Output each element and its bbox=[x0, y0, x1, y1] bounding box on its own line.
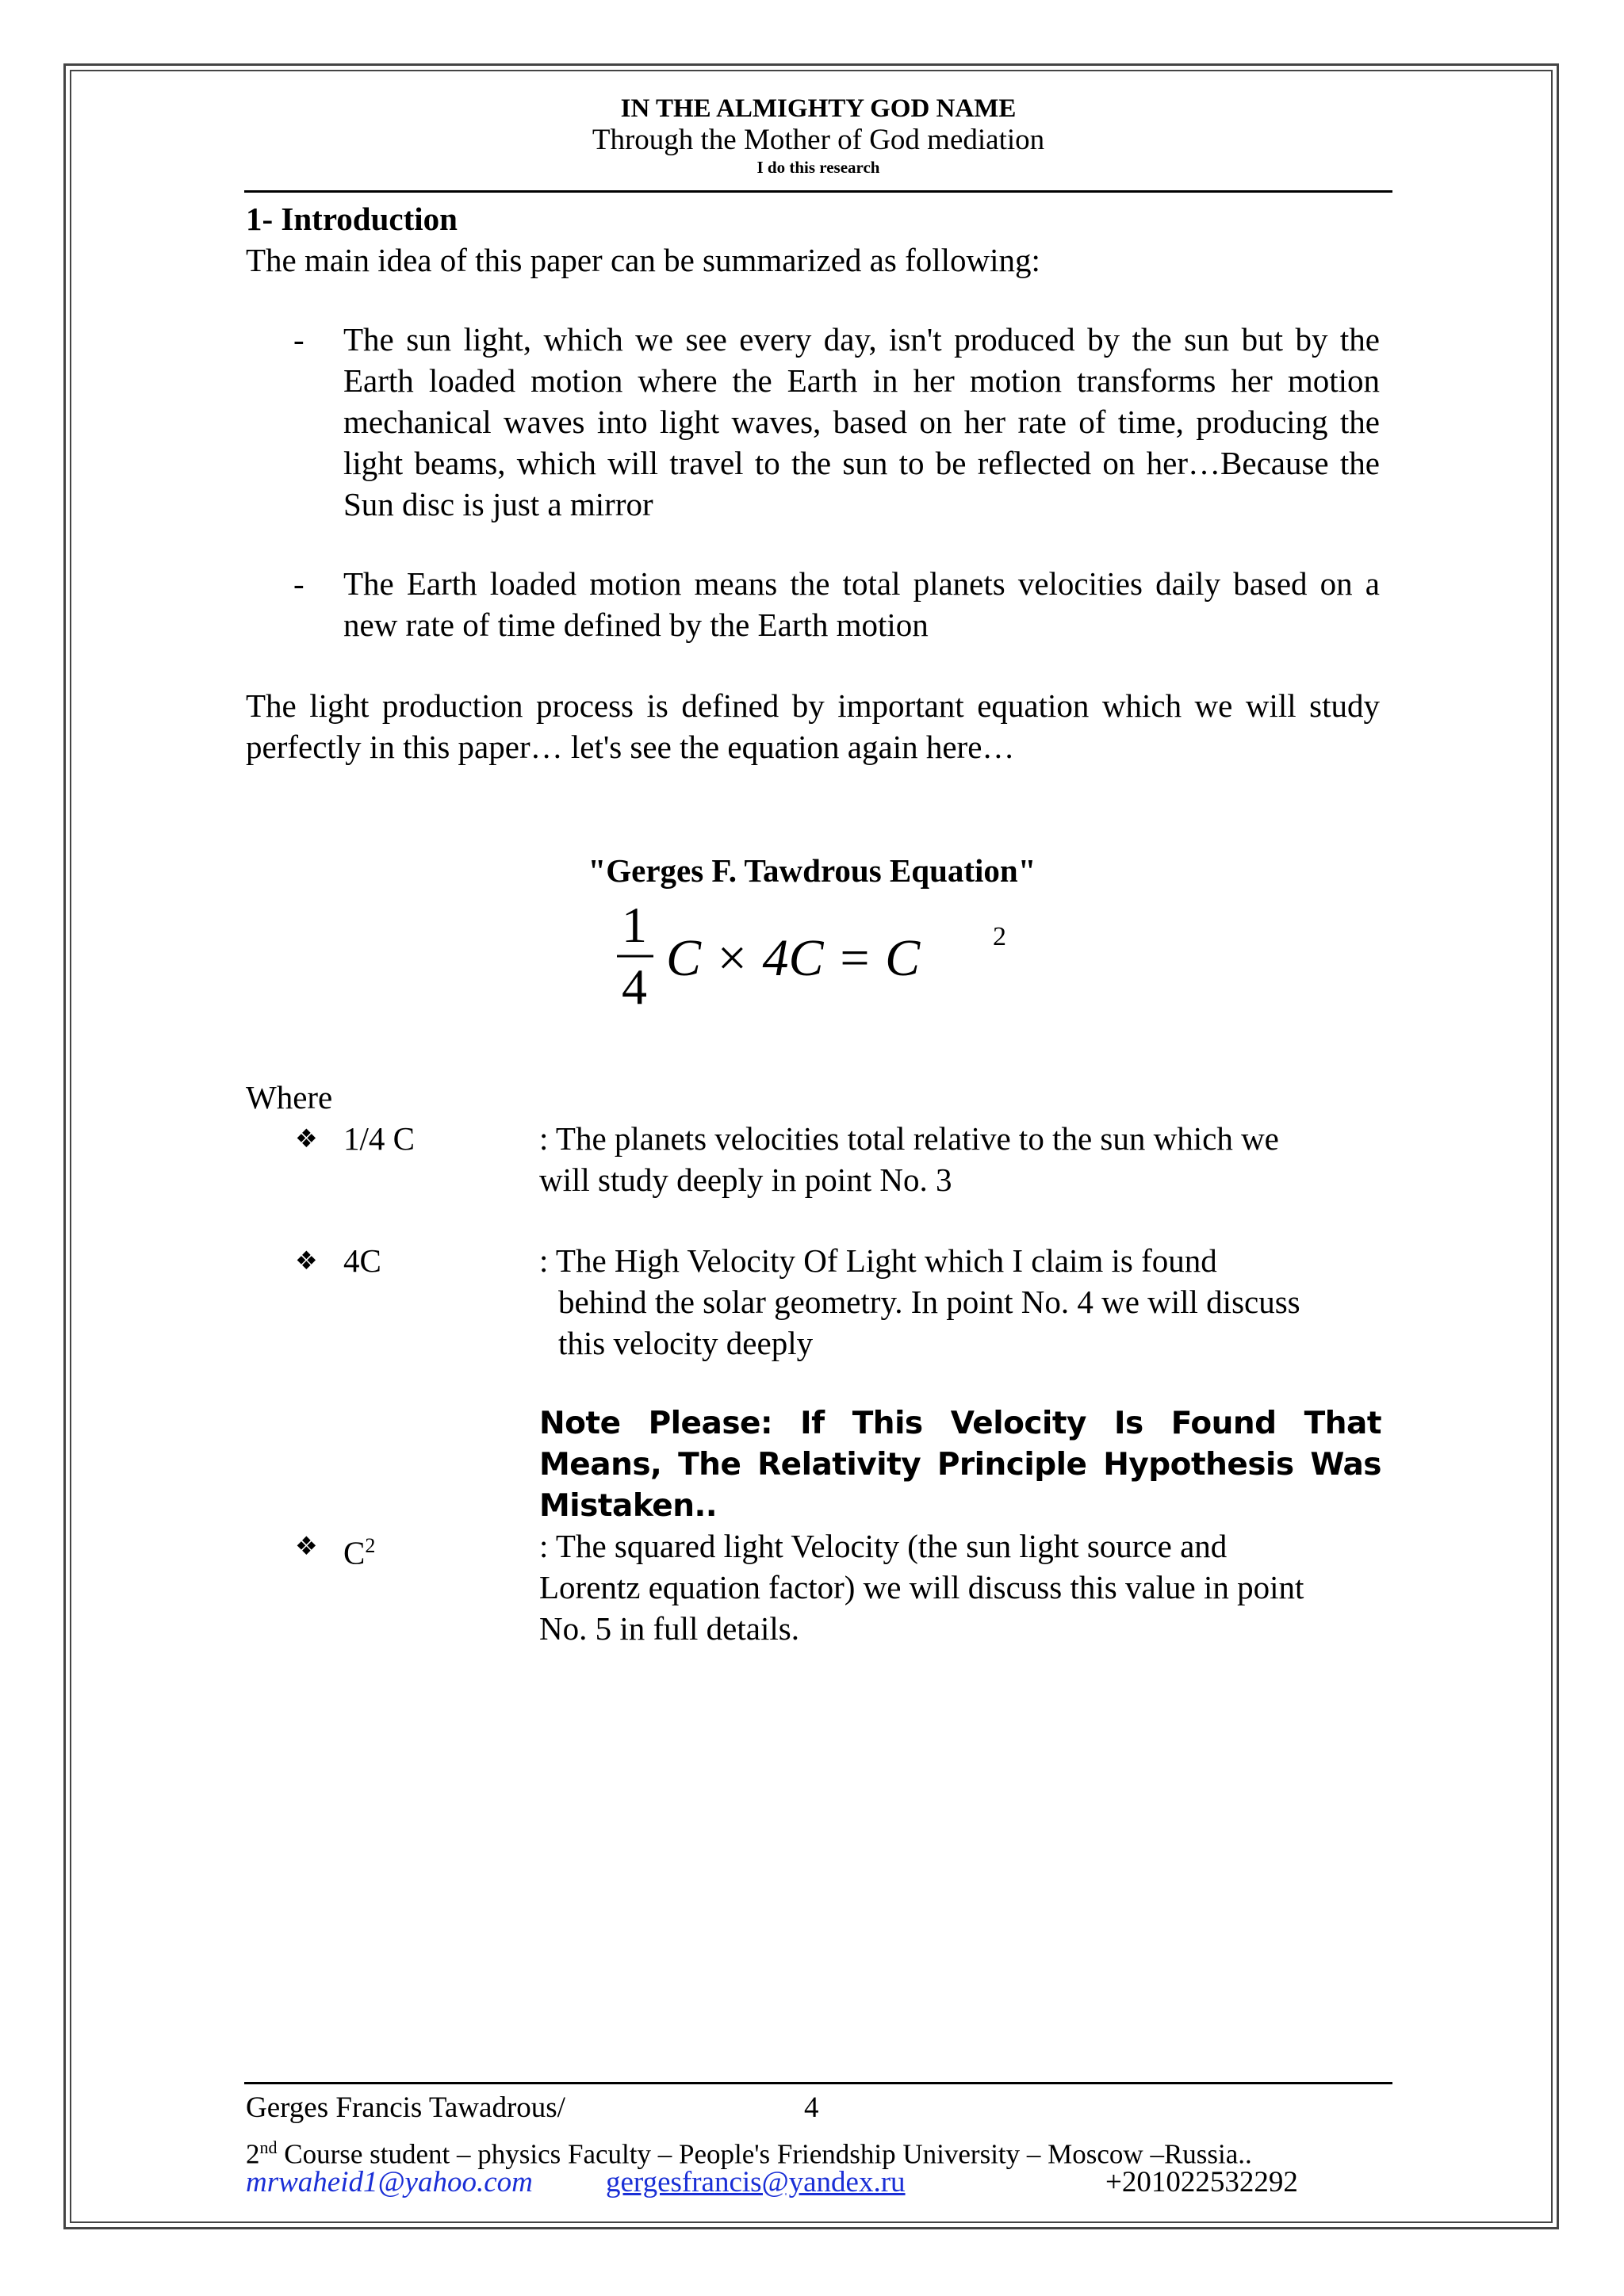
footer-email-yahoo[interactable]: mrwaheid1@yahoo.com bbox=[246, 2166, 533, 2198]
equation-body: C × 4C = C bbox=[666, 929, 921, 987]
note-relativity: Note Please: If This Velocity Is Found That Means, The Relativity Principle Hypothesis Was Mistaken.. bbox=[539, 1406, 1381, 1524]
footer-rule bbox=[244, 2082, 1392, 2084]
definition-line: : The planets velocities total relative to the sun which we bbox=[539, 1120, 1279, 1157]
term-c-squared bbox=[343, 1525, 375, 1574]
equation-numerator: 1 bbox=[622, 897, 647, 953]
diamond-bullet-icon: ❖ bbox=[295, 1532, 318, 1560]
course-number: 2 bbox=[246, 2138, 260, 2170]
definition-line: Lorentz equation factor) we will discuss this value in point bbox=[539, 1569, 1304, 1605]
term-base: C bbox=[343, 1534, 366, 1571]
where-label: Where bbox=[246, 1079, 333, 1115]
diamond-bullet-icon: ❖ bbox=[295, 1246, 318, 1275]
equation-exponent: 2 bbox=[993, 922, 1006, 951]
bullet-text-sunlight: The sun light, which we see every day, isn't produced by the sun but by the Earth loaded motion where the Earth in her motion transforms her motion mechanical waves into light waves, based on her rate of time, producing the light beams, which will travel to the sun to be reflected on her…Because the Sun disc is just a mirror bbox=[343, 321, 1380, 522]
definition-line: : The squared light Velocity (the sun light source and bbox=[539, 1528, 1228, 1564]
diamond-bullet-icon: ❖ bbox=[295, 1124, 318, 1153]
definition-c-squared bbox=[539, 1525, 1381, 1649]
definition-quarter-c bbox=[539, 1118, 1381, 1200]
footer-phone: +201022532292 bbox=[1105, 2166, 1298, 2198]
bullet-text-earth-motion: The Earth loaded motion means the total planets velocities daily based on a new rate of time defined by the Earth motion bbox=[343, 565, 1380, 643]
definition-line: No. 5 in full details. bbox=[539, 1610, 799, 1647]
equation-title: "Gerges F. Tawdrous Equation" bbox=[588, 852, 1036, 889]
equation-formula bbox=[611, 896, 1023, 1015]
bullet-dash: - bbox=[293, 565, 304, 602]
bullet-dash: - bbox=[293, 321, 304, 358]
footer-author: Gerges Francis Tawadrous/ bbox=[246, 2091, 565, 2124]
definition-line: will study deeply in point No. 3 bbox=[539, 1161, 952, 1198]
term-exponent: 2 bbox=[365, 1534, 376, 1557]
header-note: I do this research bbox=[756, 158, 880, 177]
header-rule bbox=[244, 190, 1392, 193]
equation-denominator: 4 bbox=[622, 959, 647, 1015]
course-text: Course student – physics Faculty – People's Friendship University – Moscow –Russia.. bbox=[277, 2138, 1252, 2170]
page-number: 4 bbox=[804, 2091, 819, 2124]
section-heading: 1- Introduction bbox=[246, 201, 458, 237]
definition-line: this velocity deeply bbox=[558, 1325, 814, 1361]
footer-email-yandex[interactable]: gergesfrancis@yandex.ru bbox=[606, 2166, 906, 2198]
paragraph-light-production: The light production process is defined by important equation which we will study perfectly in this paper… let's see the equation again here… bbox=[246, 687, 1380, 765]
term-quarter-c: 1/4 C bbox=[343, 1120, 415, 1157]
header-title: IN THE ALMIGHTY GOD NAME bbox=[620, 94, 1017, 123]
intro-text: The main idea of this paper can be summarized as following: bbox=[246, 242, 1040, 278]
definition-line: : The High Velocity Of Light which I claim is found bbox=[539, 1242, 1217, 1279]
header-subtitle: Through the Mother of God mediation bbox=[592, 124, 1045, 156]
definition-4c bbox=[539, 1240, 1381, 1364]
term-4c: 4C bbox=[343, 1242, 381, 1279]
page-header bbox=[244, 94, 1392, 178]
course-ordinal: nd bbox=[259, 2137, 278, 2157]
definition-line: behind the solar geometry. In point No. 4 we will discuss bbox=[558, 1284, 1300, 1320]
